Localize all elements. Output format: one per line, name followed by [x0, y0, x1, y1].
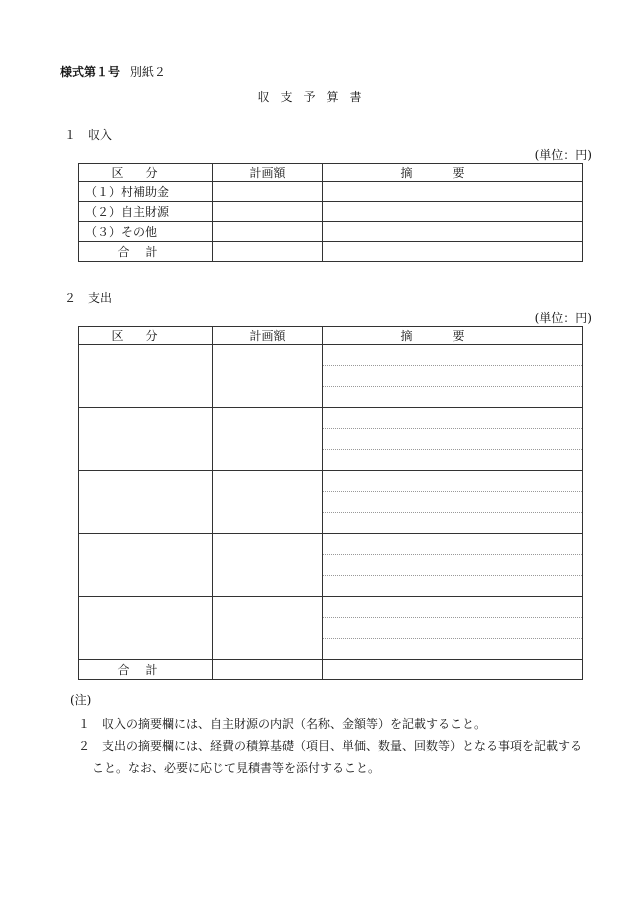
- remark-line[interactable]: [323, 534, 582, 555]
- expense-row-amount[interactable]: [213, 345, 323, 408]
- expense-heading: ２ 支出: [64, 291, 113, 305]
- income-row-label: （１）村補助金: [79, 182, 213, 202]
- col-header-category: 区分: [79, 327, 213, 345]
- expense-row-category[interactable]: [79, 534, 213, 597]
- page-title: 収支予算書: [257, 90, 373, 104]
- income-row-note[interactable]: [323, 222, 583, 242]
- expense-unit: (単位：円): [534, 311, 592, 325]
- expense-row-category[interactable]: [79, 408, 213, 471]
- expense-row-category[interactable]: [79, 345, 213, 408]
- expense-header-row: [79, 327, 583, 345]
- note-item-1: １ 収入の摘要欄には、自主財源の内訳（名称、金額等）を記載すること。: [78, 717, 487, 731]
- table-row: [79, 202, 583, 222]
- income-unit: (単位：円): [534, 148, 592, 162]
- col-header-category: 区分: [79, 164, 213, 182]
- expense-row-amount[interactable]: [213, 597, 323, 660]
- col-header-remarks: 摘要: [323, 327, 583, 345]
- note-item-2-continued: こと。なお、必要に応じて見積書等を添付すること。: [92, 761, 381, 775]
- remark-line[interactable]: [323, 408, 582, 429]
- expense-row-remarks: [323, 597, 583, 660]
- income-row-label: （３）その他: [79, 222, 213, 242]
- remark-line[interactable]: [323, 345, 582, 366]
- expense-row-remarks: [323, 471, 583, 534]
- expense-table: [78, 326, 583, 680]
- expense-row-category[interactable]: [79, 597, 213, 660]
- expense-row-amount[interactable]: [213, 408, 323, 471]
- remark-line[interactable]: [323, 576, 582, 596]
- remark-line[interactable]: [323, 366, 582, 387]
- income-heading: １ 収入: [64, 128, 113, 142]
- remark-line[interactable]: [323, 492, 582, 513]
- remark-line[interactable]: [323, 387, 582, 407]
- remark-line[interactable]: [323, 618, 582, 639]
- form-number-line: [60, 63, 166, 80]
- table-row: [79, 408, 583, 471]
- table-row: [79, 345, 583, 408]
- notes-heading: (注): [70, 693, 92, 707]
- expense-row-category[interactable]: [79, 471, 213, 534]
- remark-line[interactable]: [323, 513, 582, 533]
- col-header-amount: 計画額: [213, 327, 323, 345]
- income-table: [78, 163, 583, 262]
- expense-total-label: 合計: [79, 660, 213, 680]
- expense-row-amount[interactable]: [213, 471, 323, 534]
- income-total-note[interactable]: [323, 242, 583, 262]
- form-number: 様式第１号: [60, 65, 121, 79]
- annex-label: 別紙２: [129, 65, 166, 79]
- col-header-amount: 計画額: [213, 164, 323, 182]
- table-row: [79, 597, 583, 660]
- remark-line[interactable]: [323, 429, 582, 450]
- expense-row-amount[interactable]: [213, 534, 323, 597]
- expense-row-remarks: [323, 408, 583, 471]
- income-row-note[interactable]: [323, 202, 583, 222]
- income-total-label: 合計: [79, 242, 213, 262]
- table-row: [79, 222, 583, 242]
- income-row-amount[interactable]: [213, 182, 323, 202]
- expense-total-row: [79, 660, 583, 680]
- income-row-note[interactable]: [323, 182, 583, 202]
- income-header-row: [79, 164, 583, 182]
- col-header-remarks: 摘要: [323, 164, 583, 182]
- table-row: [79, 471, 583, 534]
- expense-total-amount[interactable]: [213, 660, 323, 680]
- expense-row-remarks: [323, 345, 583, 408]
- income-row-label: （２）自主財源: [79, 202, 213, 222]
- remark-line[interactable]: [323, 555, 582, 576]
- remark-line[interactable]: [323, 639, 582, 659]
- remark-line[interactable]: [323, 597, 582, 618]
- expense-row-remarks: [323, 534, 583, 597]
- table-row: [79, 534, 583, 597]
- expense-total-note[interactable]: [323, 660, 583, 680]
- note-item-2: ２ 支出の摘要欄には、経費の積算基礎（項目、単価、数量、回数等）となる事項を記載する: [78, 739, 583, 753]
- table-row: [79, 182, 583, 202]
- income-row-amount[interactable]: [213, 222, 323, 242]
- income-total-row: [79, 242, 583, 262]
- remark-line[interactable]: [323, 450, 582, 470]
- remark-line[interactable]: [323, 471, 582, 492]
- income-row-amount[interactable]: [213, 202, 323, 222]
- income-total-amount[interactable]: [213, 242, 323, 262]
